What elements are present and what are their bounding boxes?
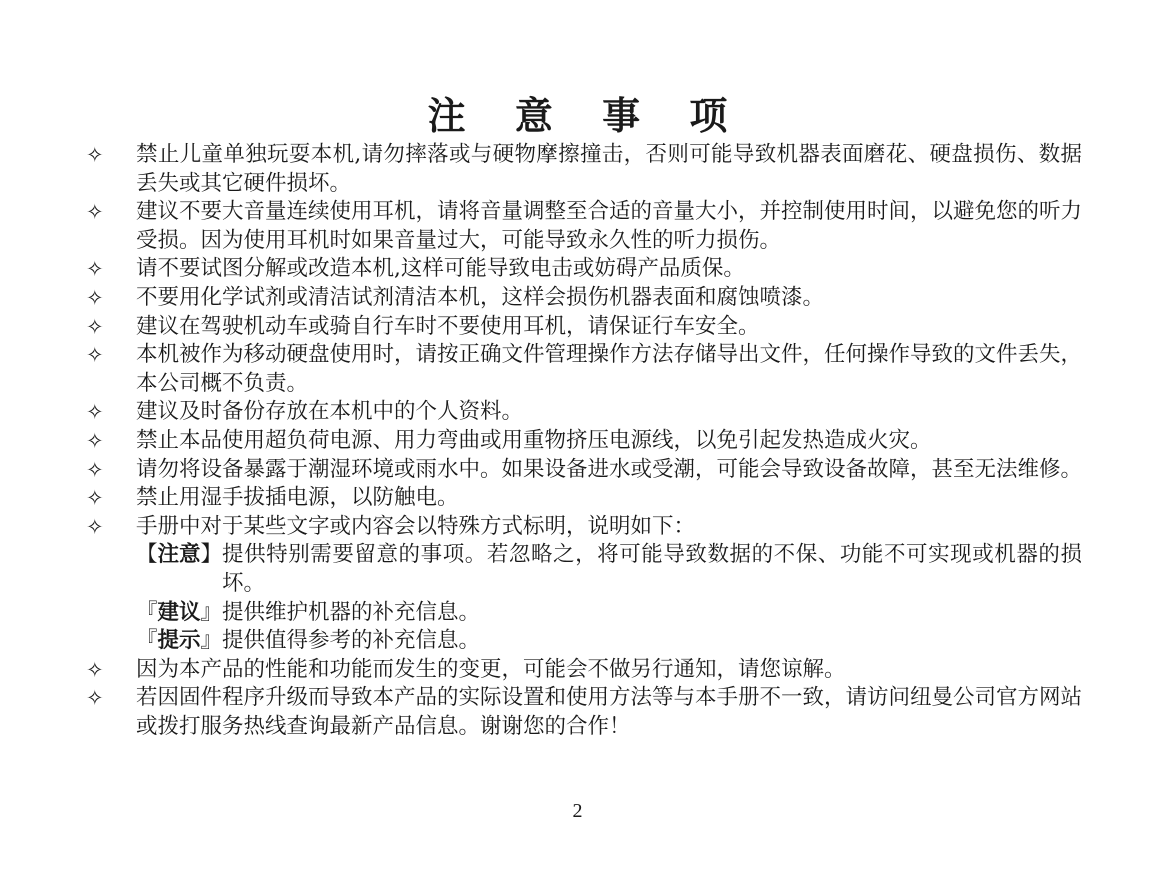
- note-definition-suggestion: [86, 599, 1082, 628]
- list-item: [86, 341, 1082, 398]
- diamond-bullet-icon: ✧: [86, 285, 104, 310]
- item-text: 不要用化学试剂或清洁试剂清洁本机，这样会损伤机器表面和腐蚀喷漆。: [136, 284, 825, 310]
- list-item: [86, 656, 1082, 685]
- item-text: 禁止儿童单独玩耍本机,请勿摔落或与硬物摩擦撞击，否则可能导致机器表面磨花、硬盘损伤、数据丢失或其它硬件损坏。: [136, 142, 1082, 196]
- page-number: 2: [572, 800, 583, 822]
- note-tag-label: 建议: [157, 599, 201, 625]
- list-item: [86, 398, 1082, 427]
- item-text: 请不要试图分解或改造本机,这样可能导致电击或妨碍产品质保。: [136, 256, 745, 282]
- diamond-bullet-icon: ✧: [86, 514, 104, 539]
- list-item: [86, 141, 1082, 198]
- item-text: 禁止用湿手拔插电源，以防触电。: [136, 485, 459, 511]
- note-definition-tip: [86, 627, 1082, 656]
- item-text: 建议不要大音量连续使用耳机，请将音量调整至合适的音量大小，并控制使用时间，以避免您的听力受损。因为使用耳机时如果音量过大，可能导致永久性的听力损伤。: [136, 199, 1083, 253]
- item-text: 本机被作为移动硬盘使用时，请按正确文件管理操作方法存储导出文件，任何操作导致的文件丢失，本公司概不负责。: [136, 342, 1083, 396]
- diamond-bullet-icon: ✧: [86, 257, 104, 282]
- item-text: 请勿将设备暴露于潮湿环境或雨水中。如果设备进水或受潮，可能会导致设备故障，甚至无法维修。: [136, 456, 1083, 482]
- note-tag: 『建议』: [136, 599, 223, 625]
- note-tag-label: 注意: [157, 542, 201, 568]
- list-item: [86, 427, 1082, 456]
- list-item: [86, 313, 1082, 342]
- note-tag: 【注意】: [136, 542, 223, 568]
- list-item: [86, 456, 1082, 485]
- diamond-bullet-icon: ✧: [86, 343, 104, 368]
- diamond-bullet-icon: ✧: [86, 486, 104, 511]
- diamond-bullet-icon: ✧: [86, 143, 104, 167]
- note-tag: 『提示』: [136, 628, 223, 654]
- note-text: 提供特别需要留意的事项。若忽略之，将可能导致数据的不保、功能不可实现或机器的损坏。: [222, 542, 1082, 596]
- note-definition-attention: [86, 541, 1082, 598]
- list-item: [86, 198, 1082, 255]
- page-title: 注 意 事 项: [427, 93, 746, 138]
- diamond-bullet-icon: ✧: [86, 200, 104, 225]
- diamond-bullet-icon: ✧: [86, 400, 104, 425]
- item-text: 建议在驾驶机动车或骑自行车时不要使用耳机，请保证行车安全。: [136, 313, 760, 339]
- diamond-bullet-icon: ✧: [86, 428, 104, 453]
- note-text: 提供维护机器的补充信息。: [222, 599, 481, 625]
- diamond-bullet-icon: ✧: [86, 457, 104, 482]
- item-text: 手册中对于某些文字或内容会以特殊方式标明，说明如下：: [136, 513, 696, 539]
- diamond-bullet-icon: ✧: [86, 314, 104, 339]
- item-text: 禁止本品使用超负荷电源、用力弯曲或用重物挤压电源线，以免引起发热造成火灾。: [136, 427, 932, 453]
- list-item: [86, 484, 1082, 513]
- diamond-bullet-icon: ✧: [86, 657, 104, 682]
- note-text: 提供值得参考的补充信息。: [222, 628, 481, 654]
- item-text: 若因固件程序升级而导致本产品的实际设置和使用方法等与本手册不一致，请访问纽曼公司官方网站或拨打服务热线查询最新产品信息。谢谢您的合作！: [136, 685, 1083, 739]
- list-item: [86, 255, 1082, 284]
- note-tag-label: 提示: [157, 628, 201, 654]
- list-item: [86, 513, 1082, 542]
- list-item: [86, 684, 1082, 741]
- diamond-bullet-icon: ✧: [86, 686, 104, 711]
- item-text: 建议及时备份存放在本机中的个人资料。: [136, 399, 524, 425]
- item-text: 因为本产品的性能和功能而发生的变更，可能会不做另行通知，请您谅解。: [136, 656, 846, 682]
- list-item: [86, 284, 1082, 313]
- precautions-list: [86, 141, 1082, 741]
